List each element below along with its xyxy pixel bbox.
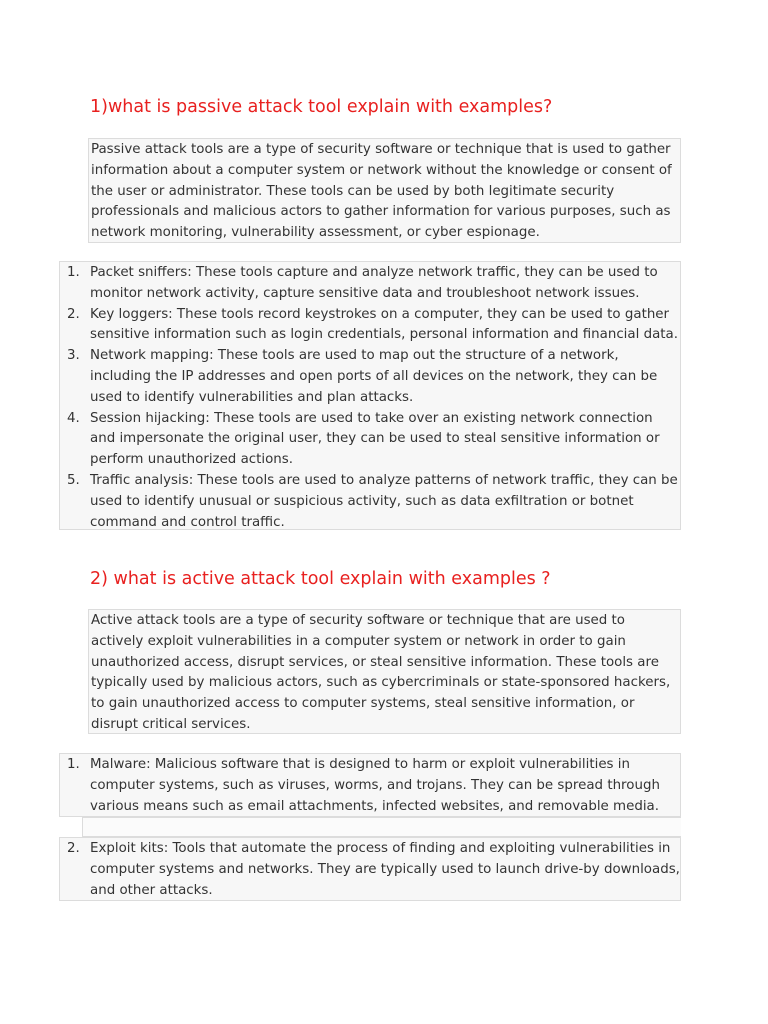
list-item-text: Key loggers: These tools record keystrokes on a computer, they can be used to gather sensitive information such as login credentials, personal information and financial data. — [90, 306, 679, 343]
passive-intro-text: Passive attack tools are a type of security software or technique that is used to gather information about a computer system or network without the knowledge or consent of the user or administrator. These tools can be used by both legitimate security professionals and malicious actors to gather information for various purposes, such as network monitoring, vulnerability assessment, or cyber espionage. — [91, 142, 672, 241]
question-2-heading: 2) what is active attack tool explain with examples ? — [90, 569, 551, 589]
passive-intro-box — [88, 138, 681, 243]
list-item-text: Malware: Malicious software that is designed to harm or exploit vulnerabilities in computer systems, such as viruses, worms, and trojans. They can be spread through various means such as email attachments, infected websites, and removable media. — [90, 757, 660, 814]
list-item-text: Packet sniffers: These tools capture and analyze network traffic, they can be used to monitor network activity, capture sensitive data and troubleshoot network issues. — [90, 265, 658, 301]
list-item: 3. Network mapping: These tools are used to map out the structure of a network, including the IP addresses and open ports of all devices on the network, they can be used to identify vulnerabilities and plan attacks. — [67, 348, 658, 405]
passive-examples-box — [59, 261, 681, 530]
list-item: 2. Exploit kits: Tools that automate the process of finding and exploiting vulnerabilities in computer systems and networks. They are typically used to launch drive-by downloads, and other attacks. — [67, 841, 680, 898]
list-item: 1. Malware: Malicious software that is designed to harm or exploit vulnerabilities in computer systems, such as viruses, worms, and trojans. They can be spread through various means such as email attachments, infected websites, and removable media. — [67, 757, 660, 814]
question-1-heading: 1)what is passive attack tool explain with examples? — [90, 97, 553, 117]
active-intro-text: Active attack tools are a type of security software or technique that are used to actively exploit vulnerabilities in a computer system or network in order to gain unauthorized access, disrupt services, or steal sensitive information. These tools are typically used by malicious actors, such as cybercriminals or state-sponsored hackers, to gain unauthorized access to computer systems, steal sensitive information, or disrupt critical services. — [91, 613, 671, 732]
passive-examples-list — [60, 262, 680, 533]
active-example-1-box — [59, 753, 681, 817]
active-intro-box — [88, 609, 681, 734]
list-item-text: Traffic analysis: These tools are used to analyze patterns of network traffic, they can be used to identify unusual or suspicious activity, such as data exfiltration or botnet command and control traffic. — [90, 472, 678, 530]
active-examples-list-1 — [60, 754, 680, 817]
empty-table-row — [82, 817, 681, 837]
list-item: 2. Key loggers: These tools record keystrokes on a computer, they can be used to gather sensitive information such as login credentials, personal information and financial data. — [67, 306, 679, 343]
active-example-2-box — [59, 837, 681, 901]
list-item-text: Exploit kits: Tools that automate the process of finding and exploiting vulnerabilities in computer systems and networks. They are typically used to launch drive-by downloads, and other attacks. — [90, 841, 680, 898]
list-item: 5. Traffic analysis: These tools are used to analyze patterns of network traffic, they can be used to identify unusual or suspicious activity, such as data exfiltration or botnet command and control traffic. — [67, 472, 678, 530]
list-item-text: Network mapping: These tools are used to map out the structure of a network, including the IP addresses and open ports of all devices on the network, they can be used to identify vulnerabilities and plan attacks. — [90, 348, 658, 405]
active-examples-list-2 — [60, 838, 680, 901]
list-item: 4. Session hijacking: These tools are used to take over an existing network connection and impersonate the original user, they can be used to steal sensitive information or perform unauthorized actions. — [67, 410, 660, 468]
list-item: 1. Packet sniffers: These tools capture and analyze network traffic, they can be used to monitor network activity, capture sensitive data and troubleshoot network issues. — [67, 265, 658, 301]
list-item-text: Session hijacking: These tools are used to take over an existing network connection and impersonate the original user, they can be used to steal sensitive information or perform unauthorized actions. — [90, 410, 660, 468]
